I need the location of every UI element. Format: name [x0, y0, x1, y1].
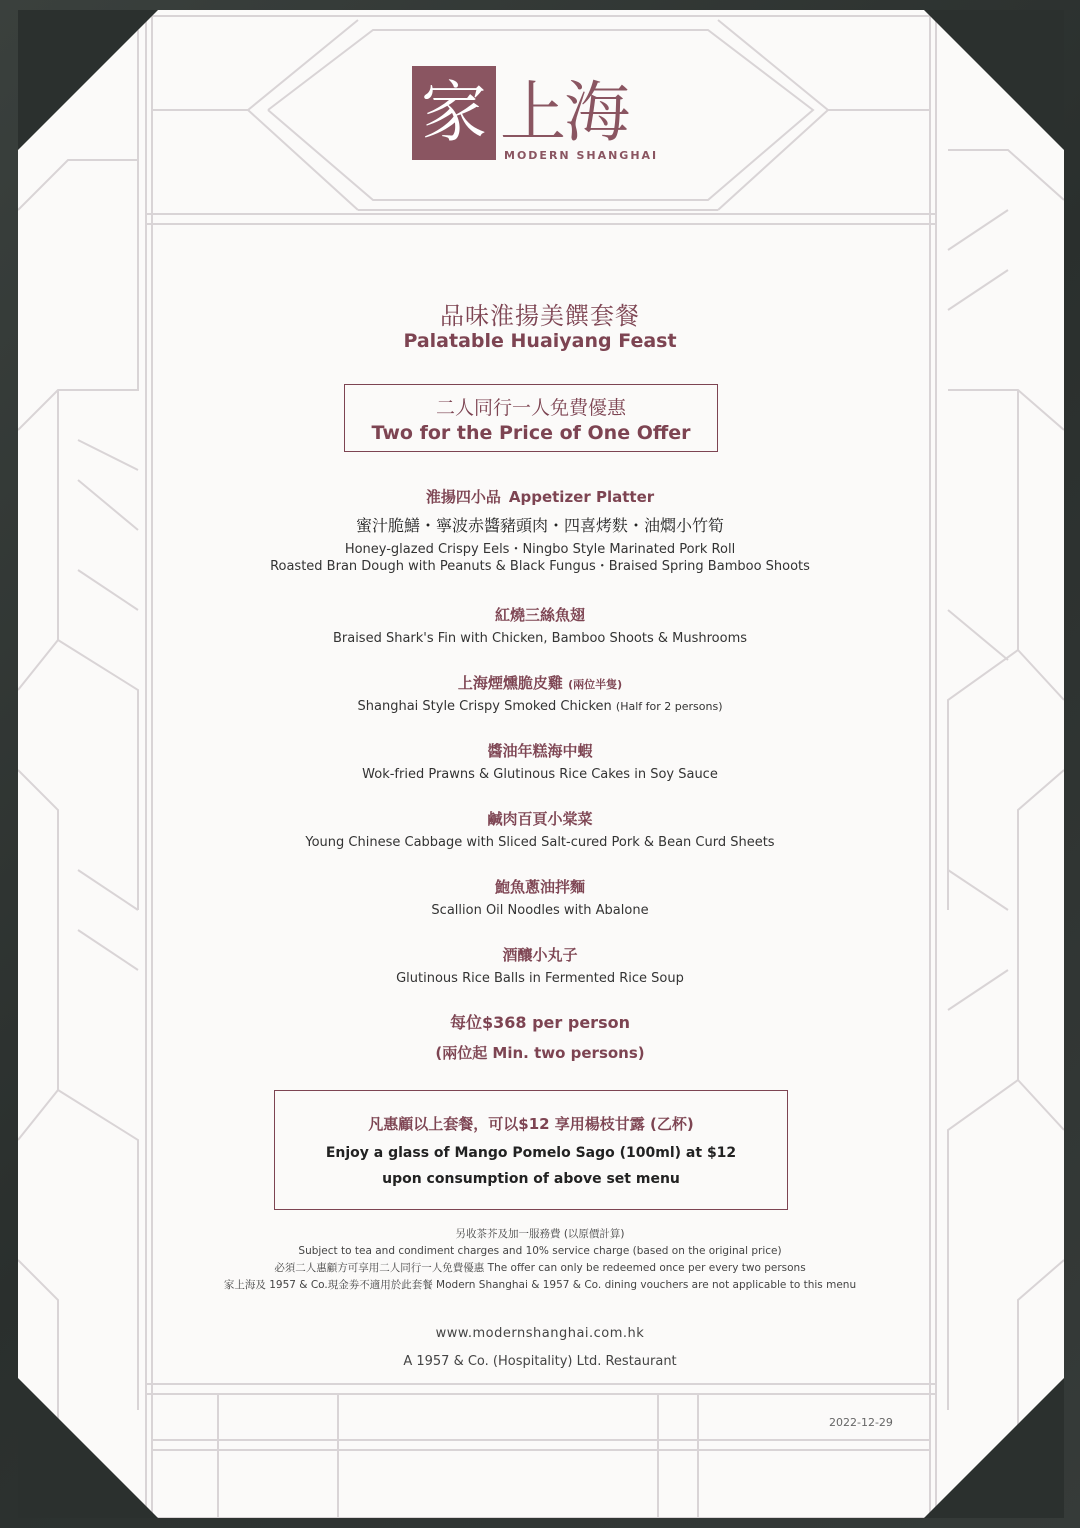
dish-portion-note-en: (Half for 2 persons): [615, 700, 723, 713]
appetizer-items-en-2: Roasted Bran Dough with Peanuts & Black Fungus・Braised Spring Bamboo Shoots: [270, 559, 810, 574]
list-item: [146, 672, 934, 715]
menu-content: [146, 224, 934, 1384]
note-line: 家上海及 1957 & Co.現金劵不適用於此套餐 Modern Shanghai & 1957 & Co. dining vouchers are not applicable to this menu: [223, 1279, 857, 1291]
offer-title-en: Two for the Price of One Offer: [371, 422, 691, 444]
offer-title-zh: 二人同行一人免費優惠: [435, 397, 626, 419]
dish-name-en: Glutinous Rice Balls in Fermented Rice Soup: [396, 971, 684, 986]
appetizer-heading-zh: 淮揚四小品: [425, 488, 501, 506]
menu-title-en: Palatable Huaiyang Feast: [403, 330, 677, 352]
logo-wordmark: 上海: [500, 74, 628, 151]
note-line: Subject to tea and condiment charges and 10% service charge (based on the original price): [298, 1245, 782, 1257]
note-line: 必須二人惠顧方可享用二人同行一人免費優惠 The offer can only be redeemed once per every two persons: [274, 1262, 806, 1274]
appetizer-heading-en: Appetizer Platter: [508, 488, 655, 506]
dish-name-zh: 鹹肉百頁小棠菜: [487, 810, 593, 828]
dessert-offer-zh: 凡惠顧以上套餐，可以$12 享用楊枝甘露 (乙杯): [368, 1115, 694, 1133]
list-item: [146, 604, 934, 647]
dish-name-zh: [146, 672, 934, 693]
dessert-offer-en-2: upon consumption of above set menu: [382, 1171, 680, 1187]
appetizer-section: [146, 486, 934, 575]
folder-corner-top-right: [924, 10, 1064, 150]
dish-name-en-text: Shanghai Style Crispy Smoked Chicken: [357, 699, 612, 714]
list-item: [146, 944, 934, 987]
note-line: 另收茶芥及加一服務費 (以原價計算): [455, 1228, 625, 1240]
dessert-offer-box: [274, 1090, 788, 1210]
dessert-offer-en-1: Enjoy a glass of Mango Pomelo Sago (100ml) at $12: [325, 1145, 737, 1161]
dish-portion-note-zh: (兩位半隻): [568, 678, 623, 691]
folder-corner-bottom-left: [18, 1378, 158, 1518]
appetizer-items-en-1: Honey-glazed Crispy Eels・Ningbo Style Marinated Pork Roll: [344, 542, 736, 557]
company-line: A 1957 & Co. (Hospitality) Ltd. Restaurant: [403, 1354, 677, 1369]
list-item: [146, 808, 934, 851]
logo-mark: 家: [412, 66, 496, 160]
offer-box: [344, 384, 718, 452]
print-date: 2022-12-29: [829, 1416, 893, 1429]
terms-notes: [36, 1226, 1044, 1294]
dish-name-en: Young Chinese Cabbage with Sliced Salt-cured Pork & Bean Curd Sheets: [305, 835, 775, 850]
list-item: [146, 740, 934, 783]
logo-subtitle: MODERN SHANGHAI: [504, 149, 659, 162]
appetizer-items-zh: 蜜汁脆鱔・寧波赤醬豬頭肉・四喜烤麩・油燜小竹筍: [355, 516, 724, 535]
dish-name-en: Scallion Oil Noodles with Abalone: [431, 903, 649, 918]
appetizer-heading: [146, 486, 934, 507]
list-item: [146, 876, 934, 919]
folder-corner-top-left: [18, 10, 158, 150]
dish-name-zh: 紅燒三絲魚翅: [494, 606, 585, 624]
dish-name-zh-text: 上海煙燻脆皮雞: [457, 674, 563, 692]
dish-name-zh: 酒釀小丸子: [502, 946, 578, 964]
dish-name-en: Braised Shark's Fin with Chicken, Bamboo Shoots & Mushrooms: [332, 631, 748, 646]
minimum-persons: (兩位起 Min. two persons): [435, 1044, 645, 1062]
dish-name-zh: 鮑魚蔥油拌麵: [494, 878, 585, 896]
folder-corner-bottom-right: [924, 1378, 1064, 1518]
menu-title-zh: 品味淮揚美饌套餐: [440, 302, 640, 330]
dish-name-en: Wok-fried Prawns & Glutinous Rice Cakes in Soy Sauce: [362, 767, 718, 782]
website-link[interactable]: www.modernshanghai.com.hk: [435, 1326, 645, 1341]
dish-name-zh: 醬油年糕海中蝦: [487, 742, 593, 760]
price: 每位$368 per person: [450, 1013, 630, 1032]
dish-name-en: [146, 698, 934, 715]
